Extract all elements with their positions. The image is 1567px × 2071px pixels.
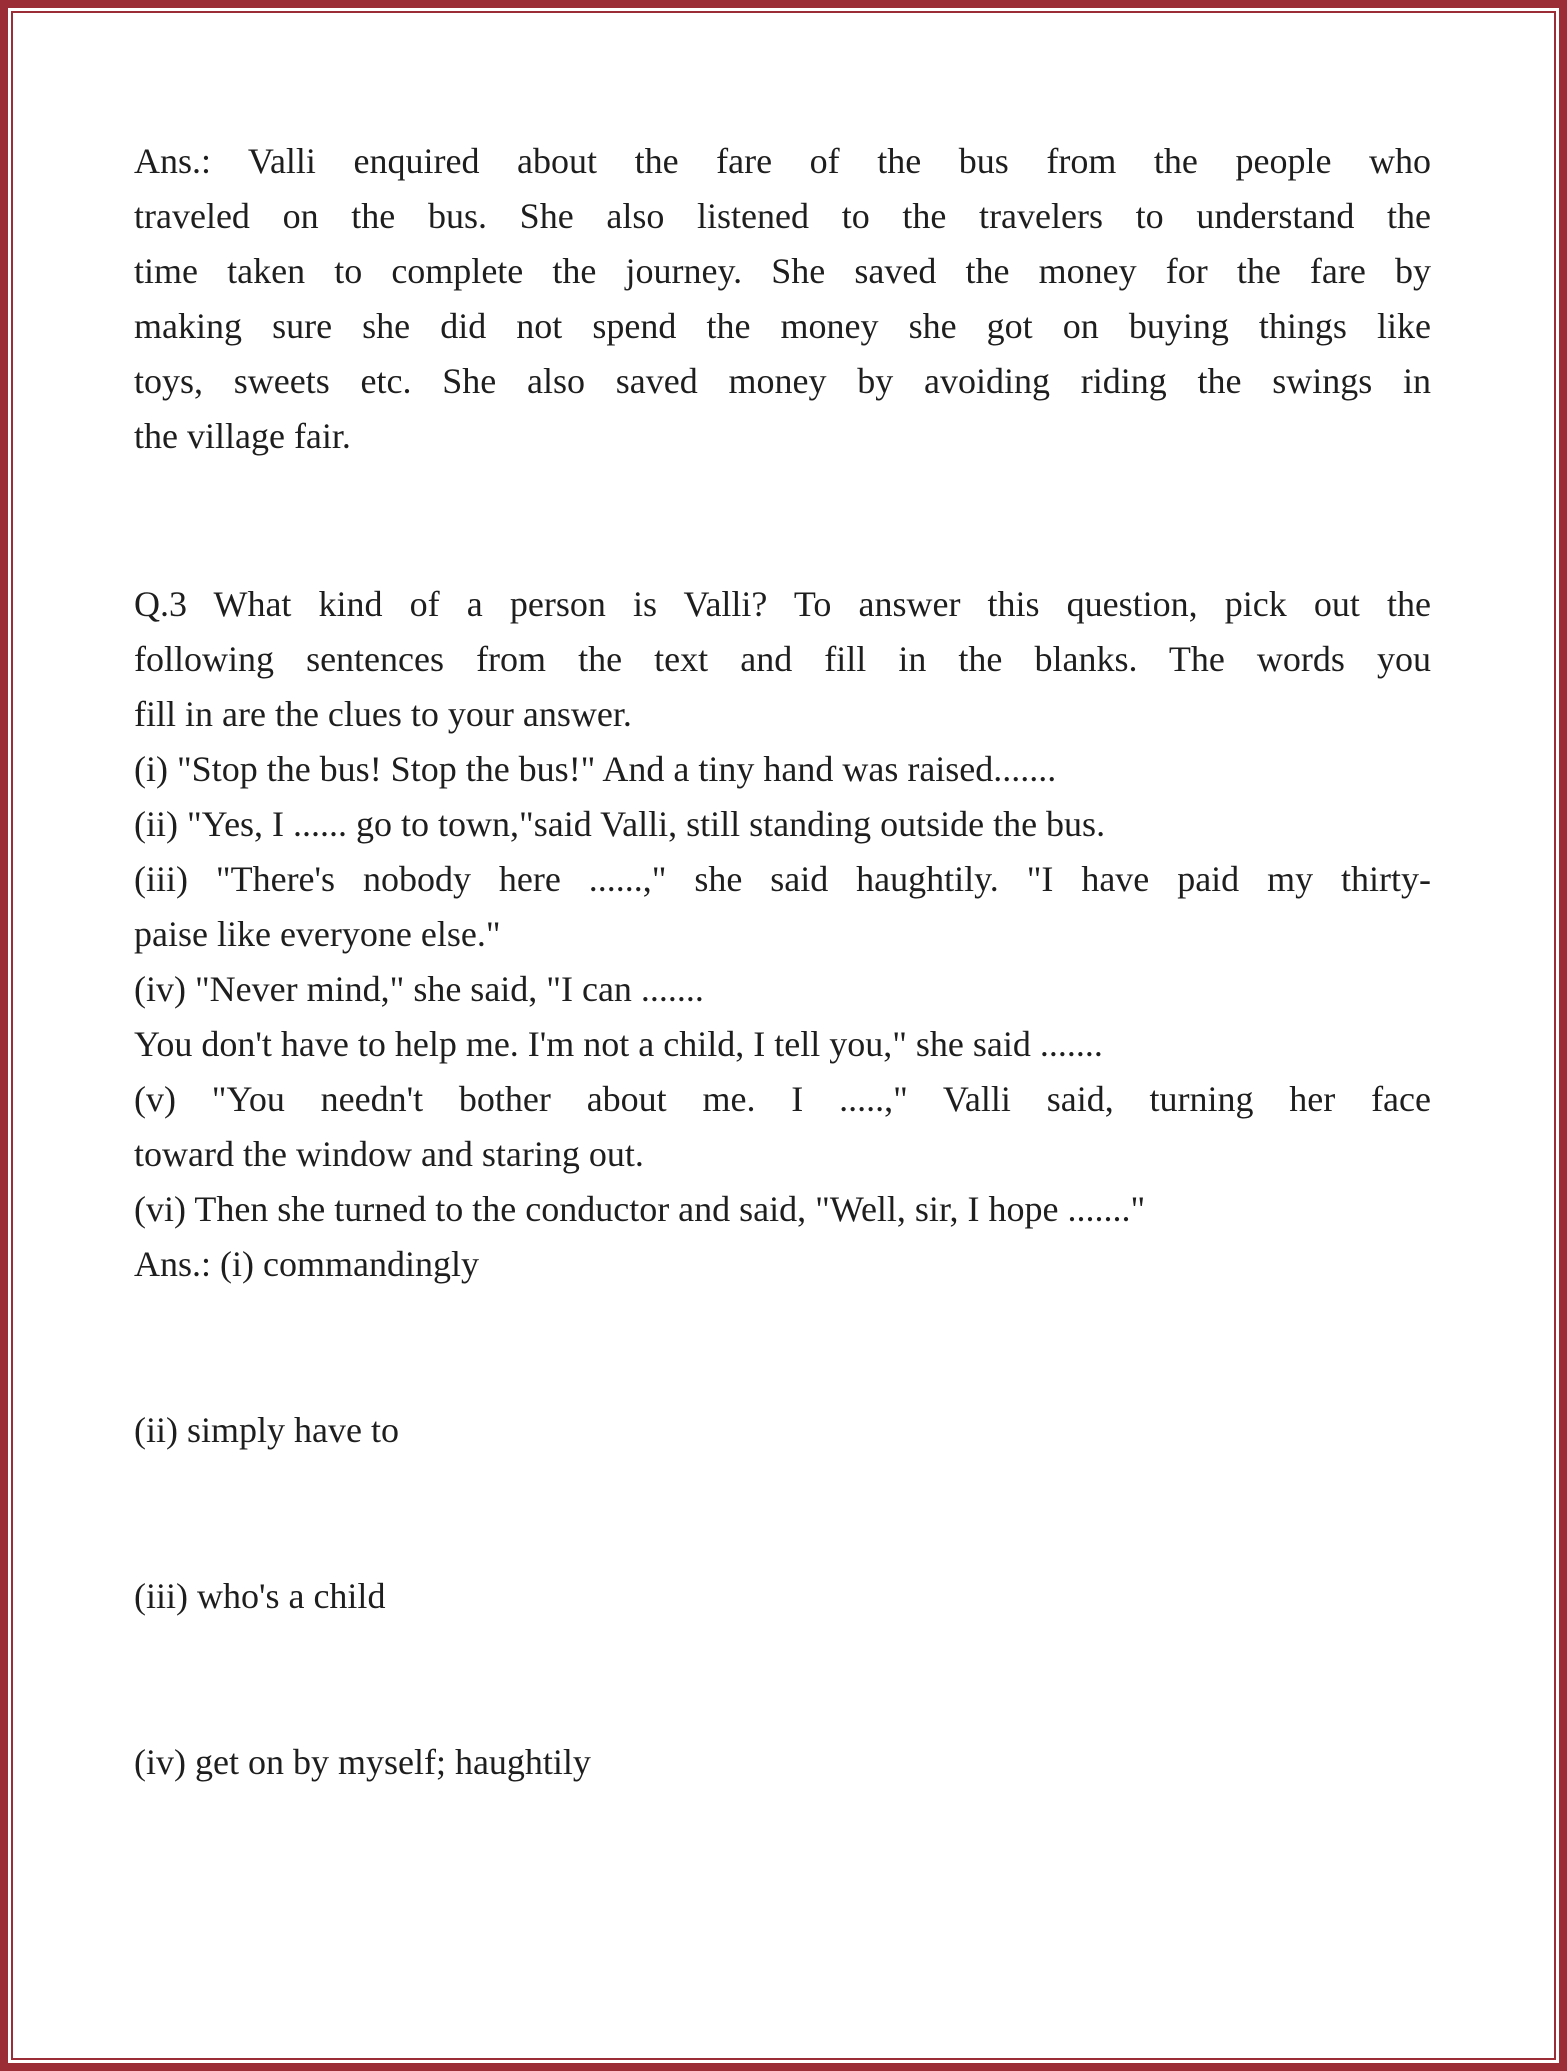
question-line: paise like everyone else." xyxy=(134,914,501,954)
answer-line: Ans.: (i) commandingly xyxy=(134,1244,479,1284)
question-line: (ii) "Yes, I ...... go to town,"said Valli, still standing outside the bus. xyxy=(134,804,1106,844)
text-line: making sure she did not spend the money she got on buying things like xyxy=(134,306,1431,346)
question-line: Q.3 What kind of a person is Valli? To answer this question, pick out the xyxy=(134,584,1431,624)
answer-line: (ii) simply have to xyxy=(134,1410,399,1450)
question-line: (iv) "Never mind," she said, "I can ....... xyxy=(134,969,704,1009)
question-line: (i) "Stop the bus! Stop the bus!" And a tiny hand was raised....... xyxy=(134,749,1057,789)
text-line: Ans.: Valli enquired about the fare of the bus from the people who xyxy=(134,141,1431,181)
text-line: toys, sweets etc. She also saved money by avoiding riding the swings in xyxy=(134,361,1431,401)
question-line: toward the window and staring out. xyxy=(134,1134,644,1174)
text-line: time taken to complete the journey. She saved the money for the fare by xyxy=(134,251,1431,291)
answer-line: (iii) who's a child xyxy=(134,1576,386,1616)
question-line: following sentences from the text and fill in the blanks. The words you xyxy=(134,639,1431,679)
text-line: traveled on the bus. She also listened to the travelers to understand the xyxy=(134,196,1431,236)
text-line: the village fair. xyxy=(134,416,351,456)
question-line: (v) "You needn't bother about me. I .....," Valli said, turning her face xyxy=(134,1079,1431,1119)
question-line: fill in are the clues to your answer. xyxy=(134,694,632,734)
question-line: (iii) "There's nobody here ......," she said haughtily. "I have paid my thirty- xyxy=(134,859,1431,899)
question-line: You don't have to help me. I'm not a child, I tell you," she said ....... xyxy=(134,1024,1103,1064)
answer-line: (iv) get on by myself; haughtily xyxy=(134,1742,591,1782)
question-line: (vi) Then she turned to the conductor and said, "Well, sir, I hope ......." xyxy=(134,1189,1146,1229)
